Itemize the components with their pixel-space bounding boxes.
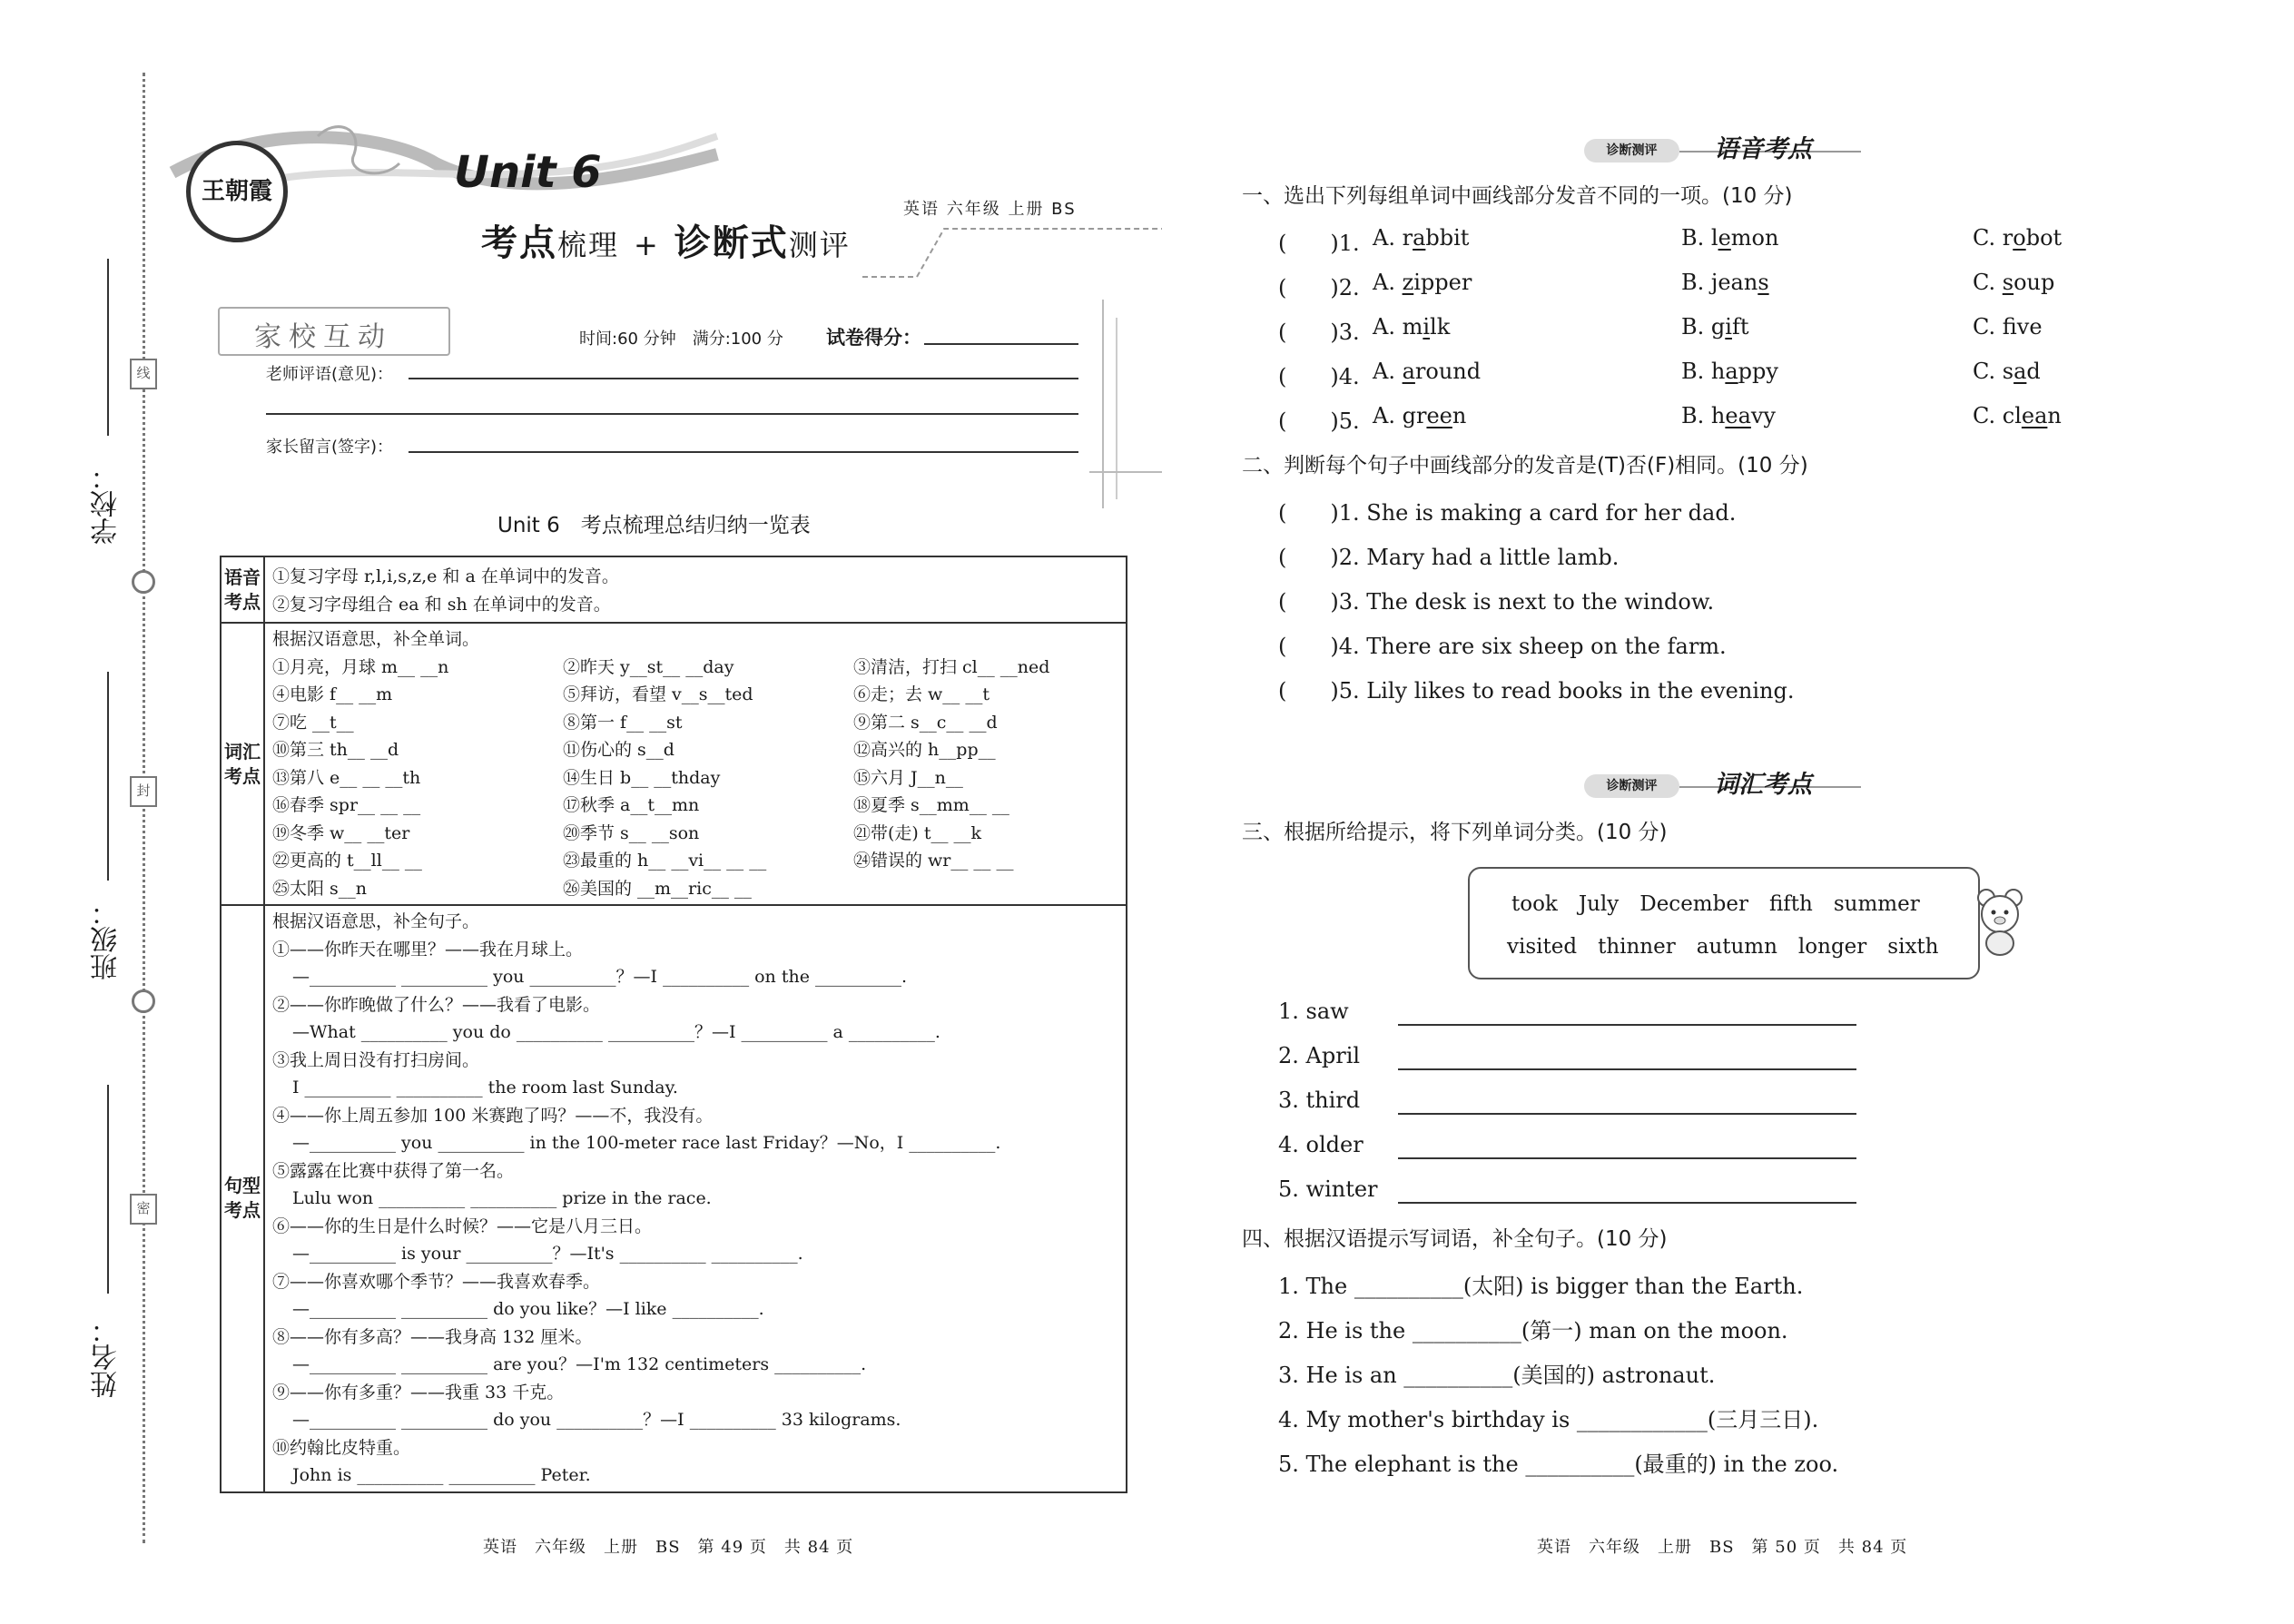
s3-answer-line-5[interactable] (1398, 1202, 1856, 1204)
score-blank[interactable] (924, 343, 1078, 345)
phonics-row (221, 556, 1127, 623)
s3-item-5: 5. winter (1278, 1176, 1378, 1202)
s3-item-3: 3. third (1278, 1088, 1361, 1113)
s1-q1-option-b: B. lemon (1681, 225, 1779, 251)
s3-answer-line-3[interactable] (1398, 1113, 1856, 1115)
s2-question[interactable]: ( )4. There are six sheep on the farm. (1278, 634, 1727, 659)
binding-dotted-line (143, 73, 145, 1543)
vocab-list-row: ①月亮，月球 m__ __n ②昨天 y__st__ __day ③清洁，打扫 cl__ __ned (272, 656, 1050, 677)
vocab-list-row: ㉕太阳 s__n ㉖美国的 __m__ric__ __ (272, 878, 752, 899)
vocab-list-row: ⑲冬季 w__ __ter ⑳季节 s__ __son ㉑带(走) t__ __k (272, 822, 982, 843)
score-label: 试卷得分： (826, 327, 921, 349)
s1-q2-number[interactable]: ( )2. (1278, 275, 1360, 300)
sentence-prompt: ⑦——你喜欢哪个季节？——我喜欢春季。 (272, 1271, 601, 1292)
sentence-prompt: ⑩约翰比皮特重。 (272, 1437, 411, 1458)
sentence-prompt: ⑤露露在比赛中获得了第一名。 (272, 1160, 515, 1181)
s4-question[interactable]: 3. He is an __________(美国的) astronaut. (1278, 1363, 1716, 1388)
s3-answer-line-2[interactable] (1398, 1068, 1856, 1070)
sentence-answer[interactable]: —__________ __________ you __________？—I __________ on the __________. (292, 967, 908, 987)
brand-logo: 王朝霞 (186, 141, 288, 242)
s3-item-4: 4. older (1278, 1132, 1364, 1157)
unit-title: Unit 6 (454, 147, 602, 198)
title-plus: + (633, 228, 660, 262)
section-3-heading: 三、根据所给提示，将下列单词分类。(10 分) (1242, 821, 1668, 844)
diagnosis-pill: 诊断测评 (1584, 774, 1679, 798)
s2-question[interactable]: ( )3. The desk is next to the window. (1278, 589, 1715, 615)
sentence-answer[interactable]: John is __________ __________ Peter. (292, 1465, 591, 1485)
grid-lines-decoration (1089, 300, 1162, 508)
s1-q2-option-a: A. zipper (1373, 270, 1472, 295)
seal-mark-2: 封 (130, 776, 157, 807)
word-bank-box (1468, 867, 1980, 979)
teacher-comment-line-2[interactable] (266, 413, 1078, 415)
sentence-prompt: ⑥——你的生日是什么时候？——它是八月三日。 (272, 1216, 653, 1236)
vocab-row (221, 623, 1127, 905)
s1-q2-option-b: B. jeans (1681, 270, 1769, 295)
s4-question[interactable]: 5. The elephant is the __________(最重的) in the zoo. (1278, 1452, 1839, 1477)
s4-question[interactable]: 4. My mother's birthday is ____________(三月三日). (1278, 1407, 1819, 1432)
vocab-list-row: ⑩第三 th__ __d ⑪伤心的 s__d ⑫高兴的 h__pp__ (272, 740, 996, 760)
footer-left-page-number: 英语 六年级 上册 BS 第 49 页 共 84 页 (483, 1538, 854, 1557)
diagnosis-pill: 诊断测评 (1584, 139, 1679, 162)
sentence-answer[interactable]: Lulu won __________ __________ prize in the race. (292, 1188, 712, 1208)
book-info: 英语 六年级 上册 BS (903, 200, 1077, 219)
s1-q5-option-b: B. heavy (1681, 403, 1776, 428)
sentence-prompt: ⑧——你有多高？——我身高 132 厘米。 (272, 1326, 593, 1347)
sentence-answer[interactable]: —__________ __________ do you like？—I like __________. (292, 1299, 764, 1319)
s1-q4-option-a: A. around (1373, 359, 1482, 384)
section-1-heading: 一、选出下列每组单词中画线部分发音不同的一项。(10 分) (1242, 184, 1793, 208)
sentence-answer[interactable]: —__________ __________ do you __________？—I __________ 33 kilograms. (292, 1410, 901, 1430)
vocab-list-row: ⑯春季 spr__ __ __ ⑰秋季 a__t__mn ⑱夏季 s__mm__ __ (272, 795, 1009, 815)
title-part-d: 测评 (788, 228, 851, 262)
s1-q1-option-c: C. robot (1973, 225, 2063, 251)
class-label: 班级： (91, 899, 123, 980)
title-dashed-decoration (862, 218, 1162, 281)
phonics-content (264, 556, 1127, 623)
s2-question[interactable]: ( )5. Lily likes to read books in the evening. (1278, 678, 1795, 704)
s1-q4-option-b: B. happy (1681, 359, 1778, 384)
sentence-answer[interactable]: —What __________ you do __________ __________？—I __________ a __________. (292, 1022, 940, 1042)
phonics-category: 语音 考点 (221, 556, 264, 623)
s1-q5-number[interactable]: ( )5. (1278, 408, 1360, 434)
parent-comment-line[interactable] (409, 451, 1078, 453)
section-2-heading: 二、判断每个句子中画线部分的发音是(T)否(F)相同。(10 分) (1242, 454, 1808, 477)
vocab-list-row: ㉒更高的 t__ll__ __ ㉓最重的 h__ __vi__ __ __ ㉔错误的 wr__ __ __ (272, 851, 1014, 871)
sentence-intro: 根据汉语意思，补全句子。 (272, 911, 480, 931)
vocab-content (264, 623, 1127, 905)
s2-question[interactable]: ( )2. Mary had a little lamb. (1278, 545, 1620, 570)
summary-table-title: Unit 6 考点梳理总结归纳一览表 (497, 514, 811, 537)
footer-right-page-number: 英语 六年级 上册 BS 第 50 页 共 84 页 (1537, 1538, 1908, 1557)
section-4-heading: 四、根据汉语提示写词语，补全句子。(10 分) (1242, 1227, 1668, 1251)
vocab-category: 词汇 考点 (221, 623, 264, 905)
s1-q5-option-a: A. green (1373, 403, 1467, 428)
s2-question[interactable]: ( )1. She is making a card for her dad. (1278, 500, 1737, 526)
page-title (481, 214, 851, 266)
family-school-label: 家校互动 (254, 321, 392, 353)
parent-comment-label: 家长留言(签字)： (266, 438, 394, 457)
s3-item-1: 1. saw (1278, 999, 1349, 1024)
title-part-a: 考点 (481, 222, 557, 264)
bear-icon (1968, 885, 2032, 958)
s1-q1-number[interactable]: ( )1. (1278, 231, 1360, 256)
time-info: 时间:60 分钟 满分:100 分 (579, 330, 783, 349)
name-line (107, 1085, 109, 1294)
s1-q3-option-a: A. milk (1373, 314, 1451, 340)
s4-question[interactable]: 1. The __________(太阳) is bigger than the Earth. (1278, 1274, 1804, 1299)
s4-question[interactable]: 2. He is the __________(第一) man on the moon. (1278, 1318, 1788, 1343)
sentence-answer[interactable]: —__________ __________ are you？—I'm 132 centimeters __________. (292, 1354, 867, 1374)
title-part-b: 梳理 (557, 228, 620, 262)
vocab-list-row: ④电影 f__ __m ⑤拜访，看望 v__s__ted ⑥走；去 w__ __t (272, 684, 989, 704)
s1-q3-number[interactable]: ( )3. (1278, 320, 1360, 345)
s3-answer-line-4[interactable] (1398, 1157, 1856, 1159)
name-label: 姓名： (91, 1316, 123, 1398)
vocab-list-row: ⑬第八 e__ __ __th ⑭生日 b__ __thday ⑮六月 J__n__ (272, 767, 963, 788)
word-bank-row-2: visited thinner autumn longer sixth (1507, 935, 1939, 959)
school-label: 学校： (91, 463, 123, 545)
binding-hole-1 (132, 570, 155, 594)
sentence-answer[interactable]: —__________ you __________ in the 100-meter race last Friday？—No，I __________. (292, 1133, 1001, 1153)
sentence-row (221, 905, 1127, 1492)
title-part-c: 诊断式 (674, 222, 789, 264)
summary-table (220, 556, 1127, 1493)
s1-q4-option-c: C. sad (1973, 359, 2041, 384)
binding-hole-2 (132, 989, 155, 1013)
sentence-prompt: ①——你昨天在哪里？——我在月球上。 (272, 939, 584, 960)
sentence-prompt: ⑨——你有多重？——我重 33 千克。 (272, 1382, 565, 1403)
s1-q1-option-a: A. rabbit (1373, 225, 1470, 251)
sentence-prompt: ③我上周日没有打扫房间。 (272, 1049, 480, 1070)
phonics-tag-title: 语音考点 (1714, 135, 1812, 163)
teacher-comment-label: 老师评语(意见)： (266, 365, 394, 384)
s3-item-2: 2. April (1278, 1043, 1361, 1068)
sentence-prompt: ②——你昨晚做了什么？——我看了电影。 (272, 994, 601, 1015)
sentence-answer[interactable]: I __________ __________ the room last Sunday. (292, 1078, 678, 1097)
sentence-category: 句型 考点 (221, 905, 264, 1492)
sentence-content (264, 905, 1127, 1492)
seal-mark-3: 密 (130, 1194, 157, 1225)
s1-q3-option-b: B. gift (1681, 314, 1749, 340)
sentence-answer[interactable]: —__________ is your __________？—It's __________ __________. (292, 1244, 803, 1264)
s3-answer-line-1[interactable] (1398, 1024, 1856, 1026)
vocab-intro: 根据汉语意思，补全单词。 (272, 629, 480, 649)
vocab-list-row: ⑦吃 __t__ ⑧第一 f__ __st ⑨第二 s__c__ __d (272, 712, 998, 733)
teacher-comment-line-1[interactable] (409, 378, 1078, 379)
s1-q3-option-c: C. fve (1973, 314, 2043, 340)
s1-q5-option-c: C. clean (1973, 403, 2062, 428)
class-line (107, 672, 109, 881)
phonics-line: ②复习字母组合 ea 和 sh 在单词中的发音。 (272, 594, 611, 615)
school-line (107, 259, 109, 436)
sentence-prompt: ④——你上周五参加 100 米赛跑了吗？——不，我没有。 (272, 1105, 714, 1126)
word-bank-row-1: took July December fifth summer (1511, 892, 1920, 916)
s1-q2-option-c: C. soup (1973, 270, 2055, 295)
vocab-tag-title: 词汇考点 (1714, 771, 1812, 799)
s1-q4-number[interactable]: ( )4. (1278, 364, 1360, 389)
seal-mark-1: 线 (130, 359, 157, 389)
phonics-line: ①复习字母 r,l,i,s,z,e 和 a 在单词中的发音。 (272, 566, 619, 586)
